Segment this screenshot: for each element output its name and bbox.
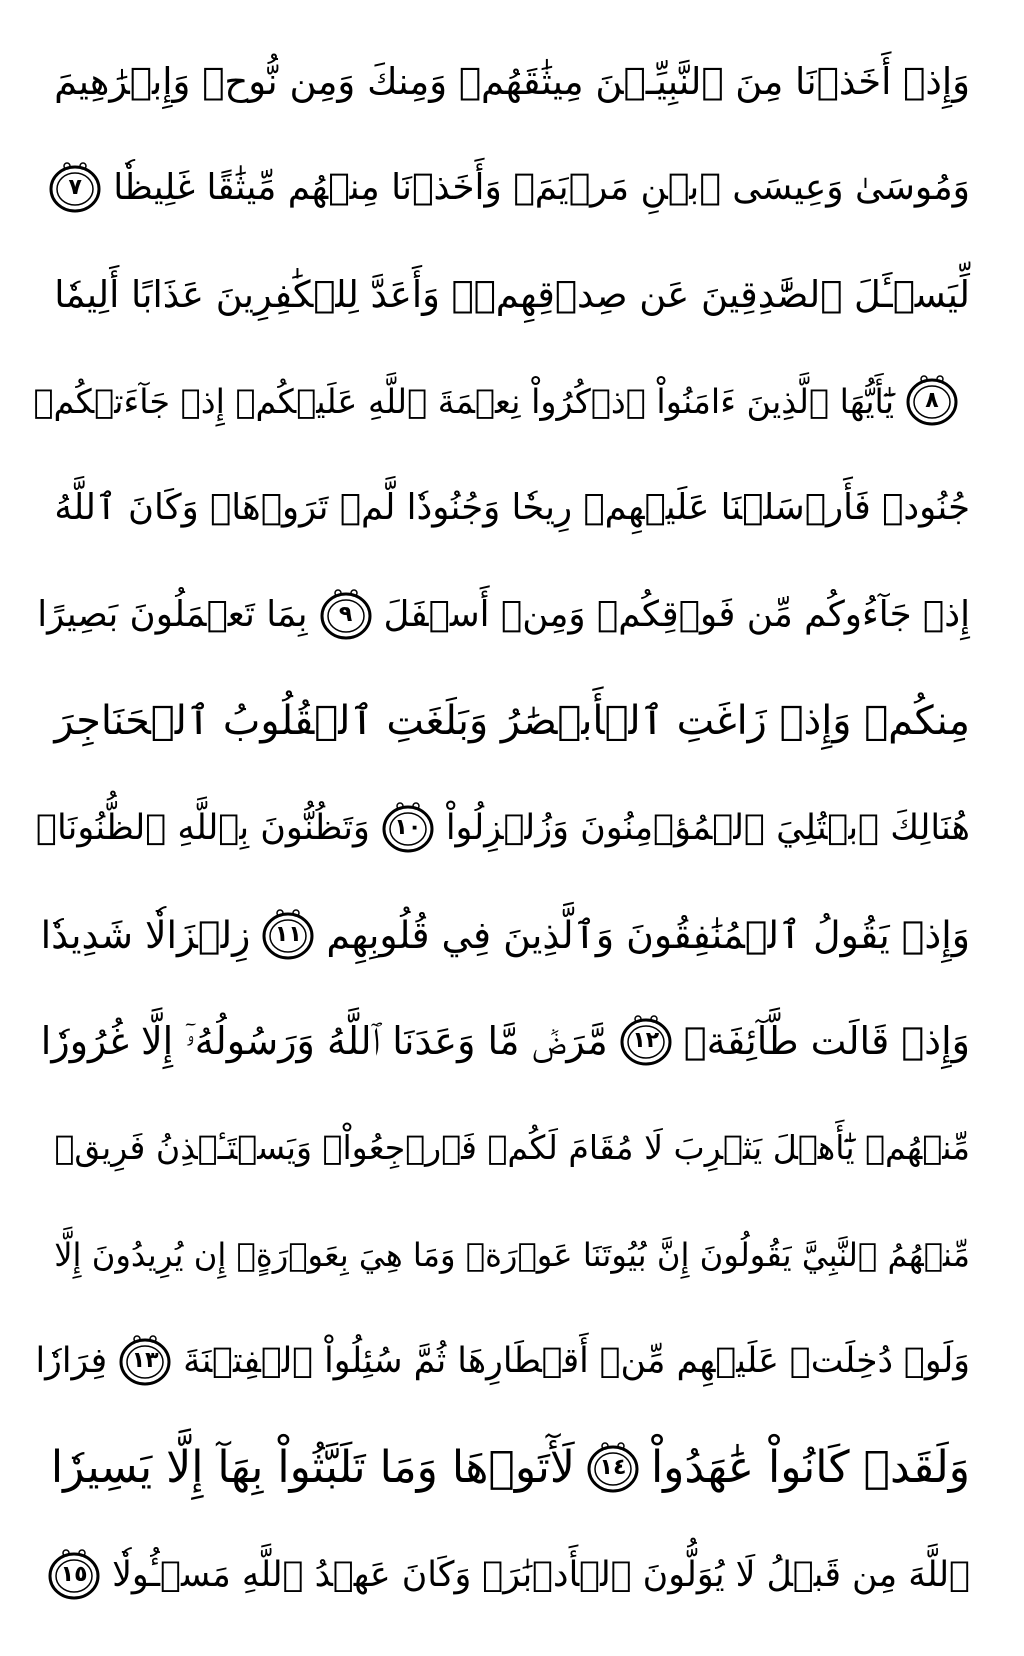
verse-text: يَٰٓأَيُّهَا ٱلَّذِينَ ءَامَنُواْ ٱذۡكُرُواْ نِعۡمَةَ ٱللَّهِ عَلَيۡكُمۡ إِذۡ جَآءَتۡكُمۡ bbox=[33, 381, 894, 421]
ayah-number: ١٣ bbox=[131, 1348, 159, 1374]
verse-text: بِمَا تَعۡمَلُونَ بَصِيرًا bbox=[37, 594, 308, 636]
verse-text: هُنَالِكَ ٱبۡتُلِيَ ٱلۡمُؤۡمِنُونَ وَزُلۡزِلُواْ bbox=[445, 807, 970, 848]
text-line-3 bbox=[54, 241, 970, 348]
ayah-end-marker-icon bbox=[618, 1015, 674, 1067]
ayah-number: ١٢ bbox=[632, 1028, 660, 1054]
text-line-4 bbox=[33, 348, 970, 455]
text-line-2 bbox=[54, 135, 970, 242]
text-line-5 bbox=[54, 455, 970, 562]
text-line-9 bbox=[40, 881, 970, 988]
ayah-end-marker-icon bbox=[318, 589, 374, 641]
text-line-11 bbox=[54, 1095, 970, 1202]
verse-text: إِذۡ جَآءُوكُم مِّن فَوۡقِكُمۡ وَمِنۡ أَسۡفَلَ bbox=[383, 594, 970, 636]
verse-text: جُنُودٞ فَأَرۡسَلۡنَا عَلَيۡهِمۡ رِيحٗا وَجُنُودٗا لَّمۡ تَرَوۡهَاۚ وَكَانَ ٱللَّهُ bbox=[54, 487, 970, 529]
ayah-end-marker-icon bbox=[117, 1335, 173, 1387]
ayah-end-marker-icon bbox=[47, 162, 103, 214]
ayah-number: ١٠ bbox=[394, 814, 422, 840]
verse-text: وَإِذۡ يَقُولُ ٱلۡمُنَٰفِقُونَ وَٱلَّذِينَ فِي قُلُوبِهِم bbox=[326, 912, 970, 957]
ayah-number: ١١ bbox=[274, 921, 302, 947]
verse-text: وَمُوسَىٰ وَعِيسَى ٱبۡنِ مَرۡيَمَۖ وَأَخَذۡنَا مِنۡهُم مِّيثَٰقًا غَلِيظٗا bbox=[113, 167, 970, 209]
ayah-number: ٨ bbox=[925, 388, 939, 414]
mushaf-page bbox=[33, 28, 970, 1628]
text-line-8 bbox=[36, 775, 970, 882]
verse-text: مِنكُمۡ وَإِذۡ زَاغَتِ ٱلۡأَبۡصَٰرُ وَبَلَغَتِ ٱلۡقُلُوبُ ٱلۡحَنَاجِرَ bbox=[54, 698, 970, 745]
ayah-end-marker-icon bbox=[46, 1549, 102, 1601]
verse-text: مِّنۡهُمۡ يَٰٓأَهۡلَ يَثۡرِبَ لَا مُقَامَ لَكُمۡ فَٱرۡجِعُواْۚ وَيَسۡتَـٔۡذِنُ فَرِيقٞ bbox=[54, 1128, 970, 1168]
verse-text: لَأٓتَوۡهَا وَمَا تَلَبَّثُواْ بِهَآ إِلَّا يَسِيرٗا bbox=[50, 1442, 575, 1494]
ayah-number: ٩ bbox=[338, 601, 353, 627]
text-line-14 bbox=[50, 1415, 970, 1522]
ayah-number: ١٤ bbox=[599, 1454, 627, 1480]
verse-text: ٱللَّهَ مِن قَبۡلُ لَا يُوَلُّونَ ٱلۡأَدۡبَٰرَۚ وَكَانَ عَهۡدُ ٱللَّهِ مَسۡـُٔولٗا bbox=[112, 1554, 970, 1595]
verse-text: لِّيَسۡـَٔلَ ٱلصَّٰدِقِينَ عَن صِدۡقِهِمۡۚ وَأَعَدَّ لِلۡكَٰفِرِينَ عَذَابًا أَلِيمٗا bbox=[54, 273, 970, 317]
verse-text: وَلَقَدۡ كَانُواْ عَٰهَدُواْ bbox=[650, 1442, 970, 1494]
verse-text: وَلَوۡ دُخِلَتۡ عَلَيۡهِم مِّنۡ أَقۡطَارِهَا ثُمَّ سُئِلُواْ ٱلۡفِتۡنَةَ bbox=[183, 1341, 970, 1382]
ayah-end-marker-icon bbox=[380, 802, 436, 854]
verse-text: وَإِذۡ أَخَذۡنَا مِنَ ٱلنَّبِيِّـۧنَ مِيثَٰقَهُمۡ وَمِنكَ وَمِن نُّوحٖ وَإِبۡرَٰهِيمَ bbox=[54, 59, 970, 103]
text-line-15 bbox=[54, 1521, 970, 1628]
verse-text: وَإِذۡ قَالَت طَّآئِفَةٞ bbox=[683, 1019, 970, 1064]
text-line-6 bbox=[37, 561, 970, 668]
ayah-number: ١٥ bbox=[60, 1561, 88, 1587]
text-line-13 bbox=[35, 1308, 970, 1415]
text-line-7 bbox=[54, 668, 970, 775]
verse-text: زِلۡزَالٗا شَدِيدٗا bbox=[40, 912, 251, 957]
ayah-end-marker-icon bbox=[904, 375, 960, 427]
verse-text: فِرَارٗا bbox=[35, 1341, 108, 1382]
ayah-end-marker-icon bbox=[260, 909, 316, 961]
ayah-number: ٧ bbox=[68, 174, 82, 200]
verse-text: مَّرَضٞ مَّا وَعَدَنَا ٱللَّهُ وَرَسُولُهُۥٓ إِلَّا غُرُورٗا bbox=[40, 1018, 608, 1063]
ayah-end-marker-icon bbox=[585, 1442, 641, 1494]
verse-text: وَتَظُنُّونَ بِٱللَّهِ ٱلظُّنُونَا۠ bbox=[36, 807, 370, 848]
text-line-10 bbox=[40, 988, 970, 1095]
text-line-1 bbox=[54, 28, 970, 135]
verse-text: مِّنۡهُمُ ٱلنَّبِيَّ يَقُولُونَ إِنَّ بُيُوتَنَا عَوۡرَةٞ وَمَا هِيَ بِعَوۡرَةٍۖ إِن يُرِيدُونَ إِلَّا bbox=[54, 1235, 970, 1274]
text-line-12 bbox=[54, 1201, 970, 1308]
